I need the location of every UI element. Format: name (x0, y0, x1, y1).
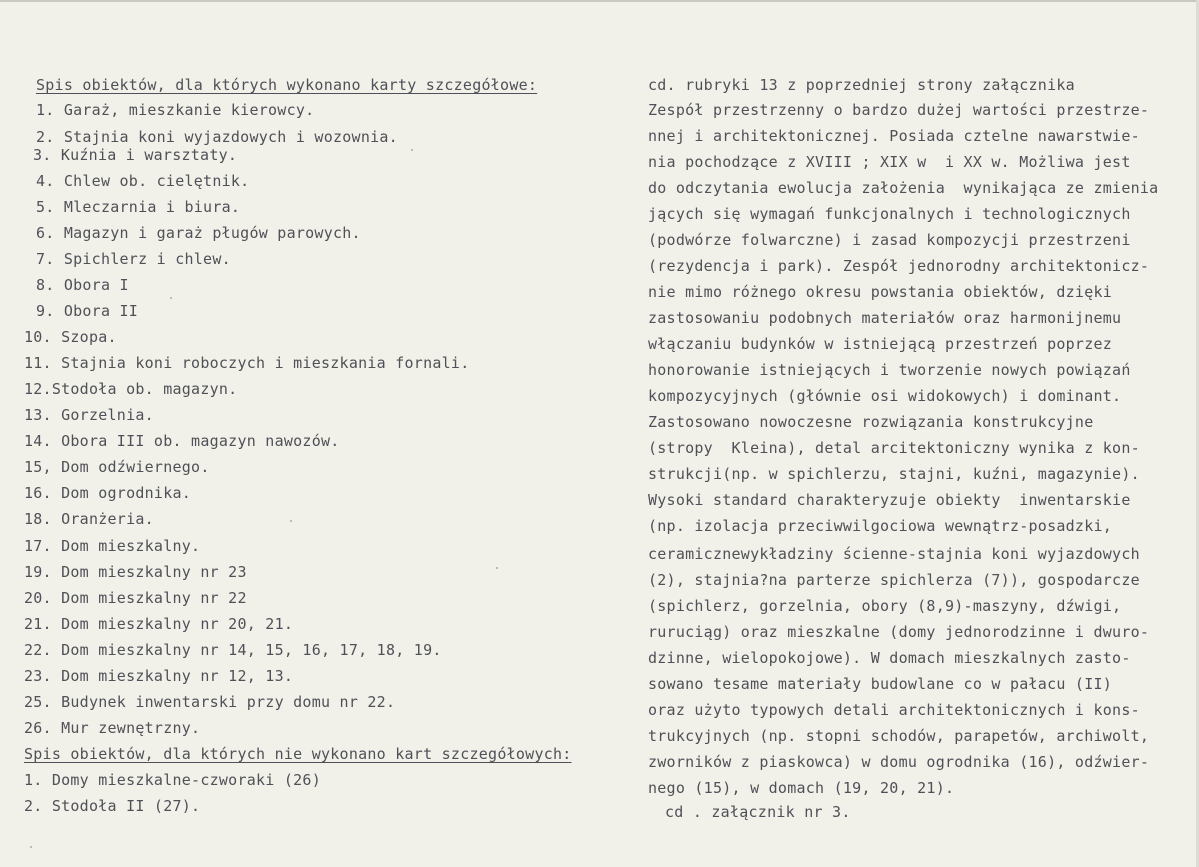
text-line: (np. izolacja przeciwwilgociowa wewnątrz-posadzki, (648, 517, 1113, 535)
list-item: 5. Mleczarnia i biura. (36, 198, 241, 216)
list-item: 19. Dom mieszkalny nr 23 (24, 563, 247, 581)
list-item: 2. Stajnia koni wyjazdowych i wozownia. (36, 128, 398, 146)
list-item: 1. Domy mieszkalne-czworaki (26) (24, 771, 321, 789)
paper-speck (411, 149, 413, 151)
text-line: dzinne, wielopokojowe). W domach mieszkalnych zasto- (648, 649, 1131, 667)
text-line: (spichlerz, gorzelnia, obory (8,9)-maszyny, dźwigi, (648, 597, 1122, 615)
list-item: 12.Stodoła ob. magazyn. (24, 380, 238, 398)
text-line: (2), stajnia?na parterze spichlerza (7)), gospodarcze (648, 571, 1140, 589)
list-item: 15, Dom odźwiernego. (24, 458, 210, 476)
heading-with-cards: Spis obiektów, dla których wykonano karty szczegółowe: (36, 76, 538, 94)
text-line: (rezydencja i park). Zespół jednorodny architektonicz- (648, 257, 1150, 275)
list-item: 16. Dom ogrodnika. (24, 484, 192, 502)
list-item: 3. Kuźnia i warsztaty. (33, 146, 238, 164)
paper-speck (290, 520, 292, 522)
text-line: włączaniu budynków w istniejącą przestrzeń poprzez (648, 335, 1113, 353)
list-item: 17. Dom mieszkalny. (24, 537, 201, 555)
list-item: 26. Mur zewnętrzny. (24, 719, 201, 737)
text-line: Wysoki standard charakteryzuje obiekty inwentarskie (648, 491, 1131, 509)
text-line: oraz użyto typowych detali architektonicznych i kons- (648, 701, 1140, 719)
text-line: do odczytania ewolucja założenia wynikająca ze zmienia (648, 179, 1159, 197)
text-line: trukcyjnych (np. stopni schodów, parapetów, archiwolt, (648, 727, 1150, 745)
text-line: kompozycyjnych (głównie osi widokowych) i dominant. (648, 387, 1122, 405)
text-line: zastosowaniu podobnych materiałów oraz harmonijnemu (648, 309, 1122, 327)
list-item: 22. Dom mieszkalny nr 14, 15, 16, 17, 18, 19. (24, 641, 442, 659)
list-item: 20. Dom mieszkalny nr 22 (24, 589, 247, 607)
heading-without-cards: Spis obiektów, dla których nie wykonano kart szczegółowych: (24, 745, 572, 763)
text-line: sowano tesame materiały budowlane co w pałacu (II) (648, 675, 1113, 693)
text-line: strukcji(np. w spichlerzu, stajni, kuźni, magazynie). (648, 465, 1140, 483)
text-line: zworników z piaskowca) w domu ogrodnika (16), odźwier- (648, 753, 1150, 771)
text-line: honorowanie istniejących i tworzenie nowych powiązań (648, 361, 1131, 379)
list-item: 1. Garaż, mieszkanie kierowcy. (36, 101, 315, 119)
list-item: 18. Oranżeria. (24, 510, 154, 528)
list-item: 25. Budynek inwentarski przy domu nr 22. (24, 693, 396, 711)
paper-speck (496, 567, 498, 569)
text-line: nego (15), w domach (19, 20, 21). (648, 779, 955, 797)
text-line: (stropy Kleina), detal arcitektoniczny wynika z kon- (648, 439, 1140, 457)
list-item: 4. Chlew ob. cielętnik. (36, 172, 250, 190)
paper-speck (170, 297, 172, 299)
text-line: Zastosowano nowoczesne rozwiązania konstrukcyjne (648, 413, 1094, 431)
list-item: 11. Stajnia koni roboczych i mieszkania fornali. (24, 354, 470, 372)
page-top-edge (0, 0, 1199, 2)
text-line: ceramicznewykładziny ścienne-stajnia koni wyjazdowych (648, 545, 1140, 563)
list-item: 10. Szopa. (24, 328, 117, 346)
list-item: 2. Stodoła II (27). (24, 797, 201, 815)
list-item: 6. Magazyn i garaż pługów parowych. (36, 224, 361, 242)
text-line: nnej i architektonicznej. Posiada cztelne nawarstwie- (648, 127, 1140, 145)
list-item: 14. Obora III ob. magazyn nawozów. (24, 432, 340, 450)
text-line: Zespół przestrzenny o bardzo dużej wartości przestrze- (648, 101, 1150, 119)
text-line: cd. rubryki 13 z poprzedniej strony załącznika (648, 76, 1075, 94)
text-line: jących się wymagań funkcjonalnych i technologicznych (648, 205, 1131, 223)
text-line: (podwórze folwarczne) i zasad kompozycji przestrzeni (648, 231, 1131, 249)
text-line: ruruciąg) oraz mieszkalne (domy jednorodzinne i dwuro- (648, 623, 1150, 641)
list-item: 23. Dom mieszkalny nr 12, 13. (24, 667, 294, 685)
list-item: 7. Spichlerz i chlew. (36, 250, 231, 268)
text-line: nia pochodzące z XVIII ; XIX w i XX w. Możliwa jest (648, 153, 1131, 171)
list-item: 21. Dom mieszkalny nr 20, 21. (24, 615, 294, 633)
list-item: 13. Gorzelnia. (24, 406, 154, 424)
list-item: 9. Obora II (36, 302, 139, 320)
paper-speck (30, 846, 32, 848)
text-line: nie mimo różnego okresu powstania obiektów, dzięki (648, 283, 1113, 301)
continuation-note: cd . załącznik nr 3. (665, 803, 851, 821)
list-item: 8. Obora I (36, 276, 129, 294)
